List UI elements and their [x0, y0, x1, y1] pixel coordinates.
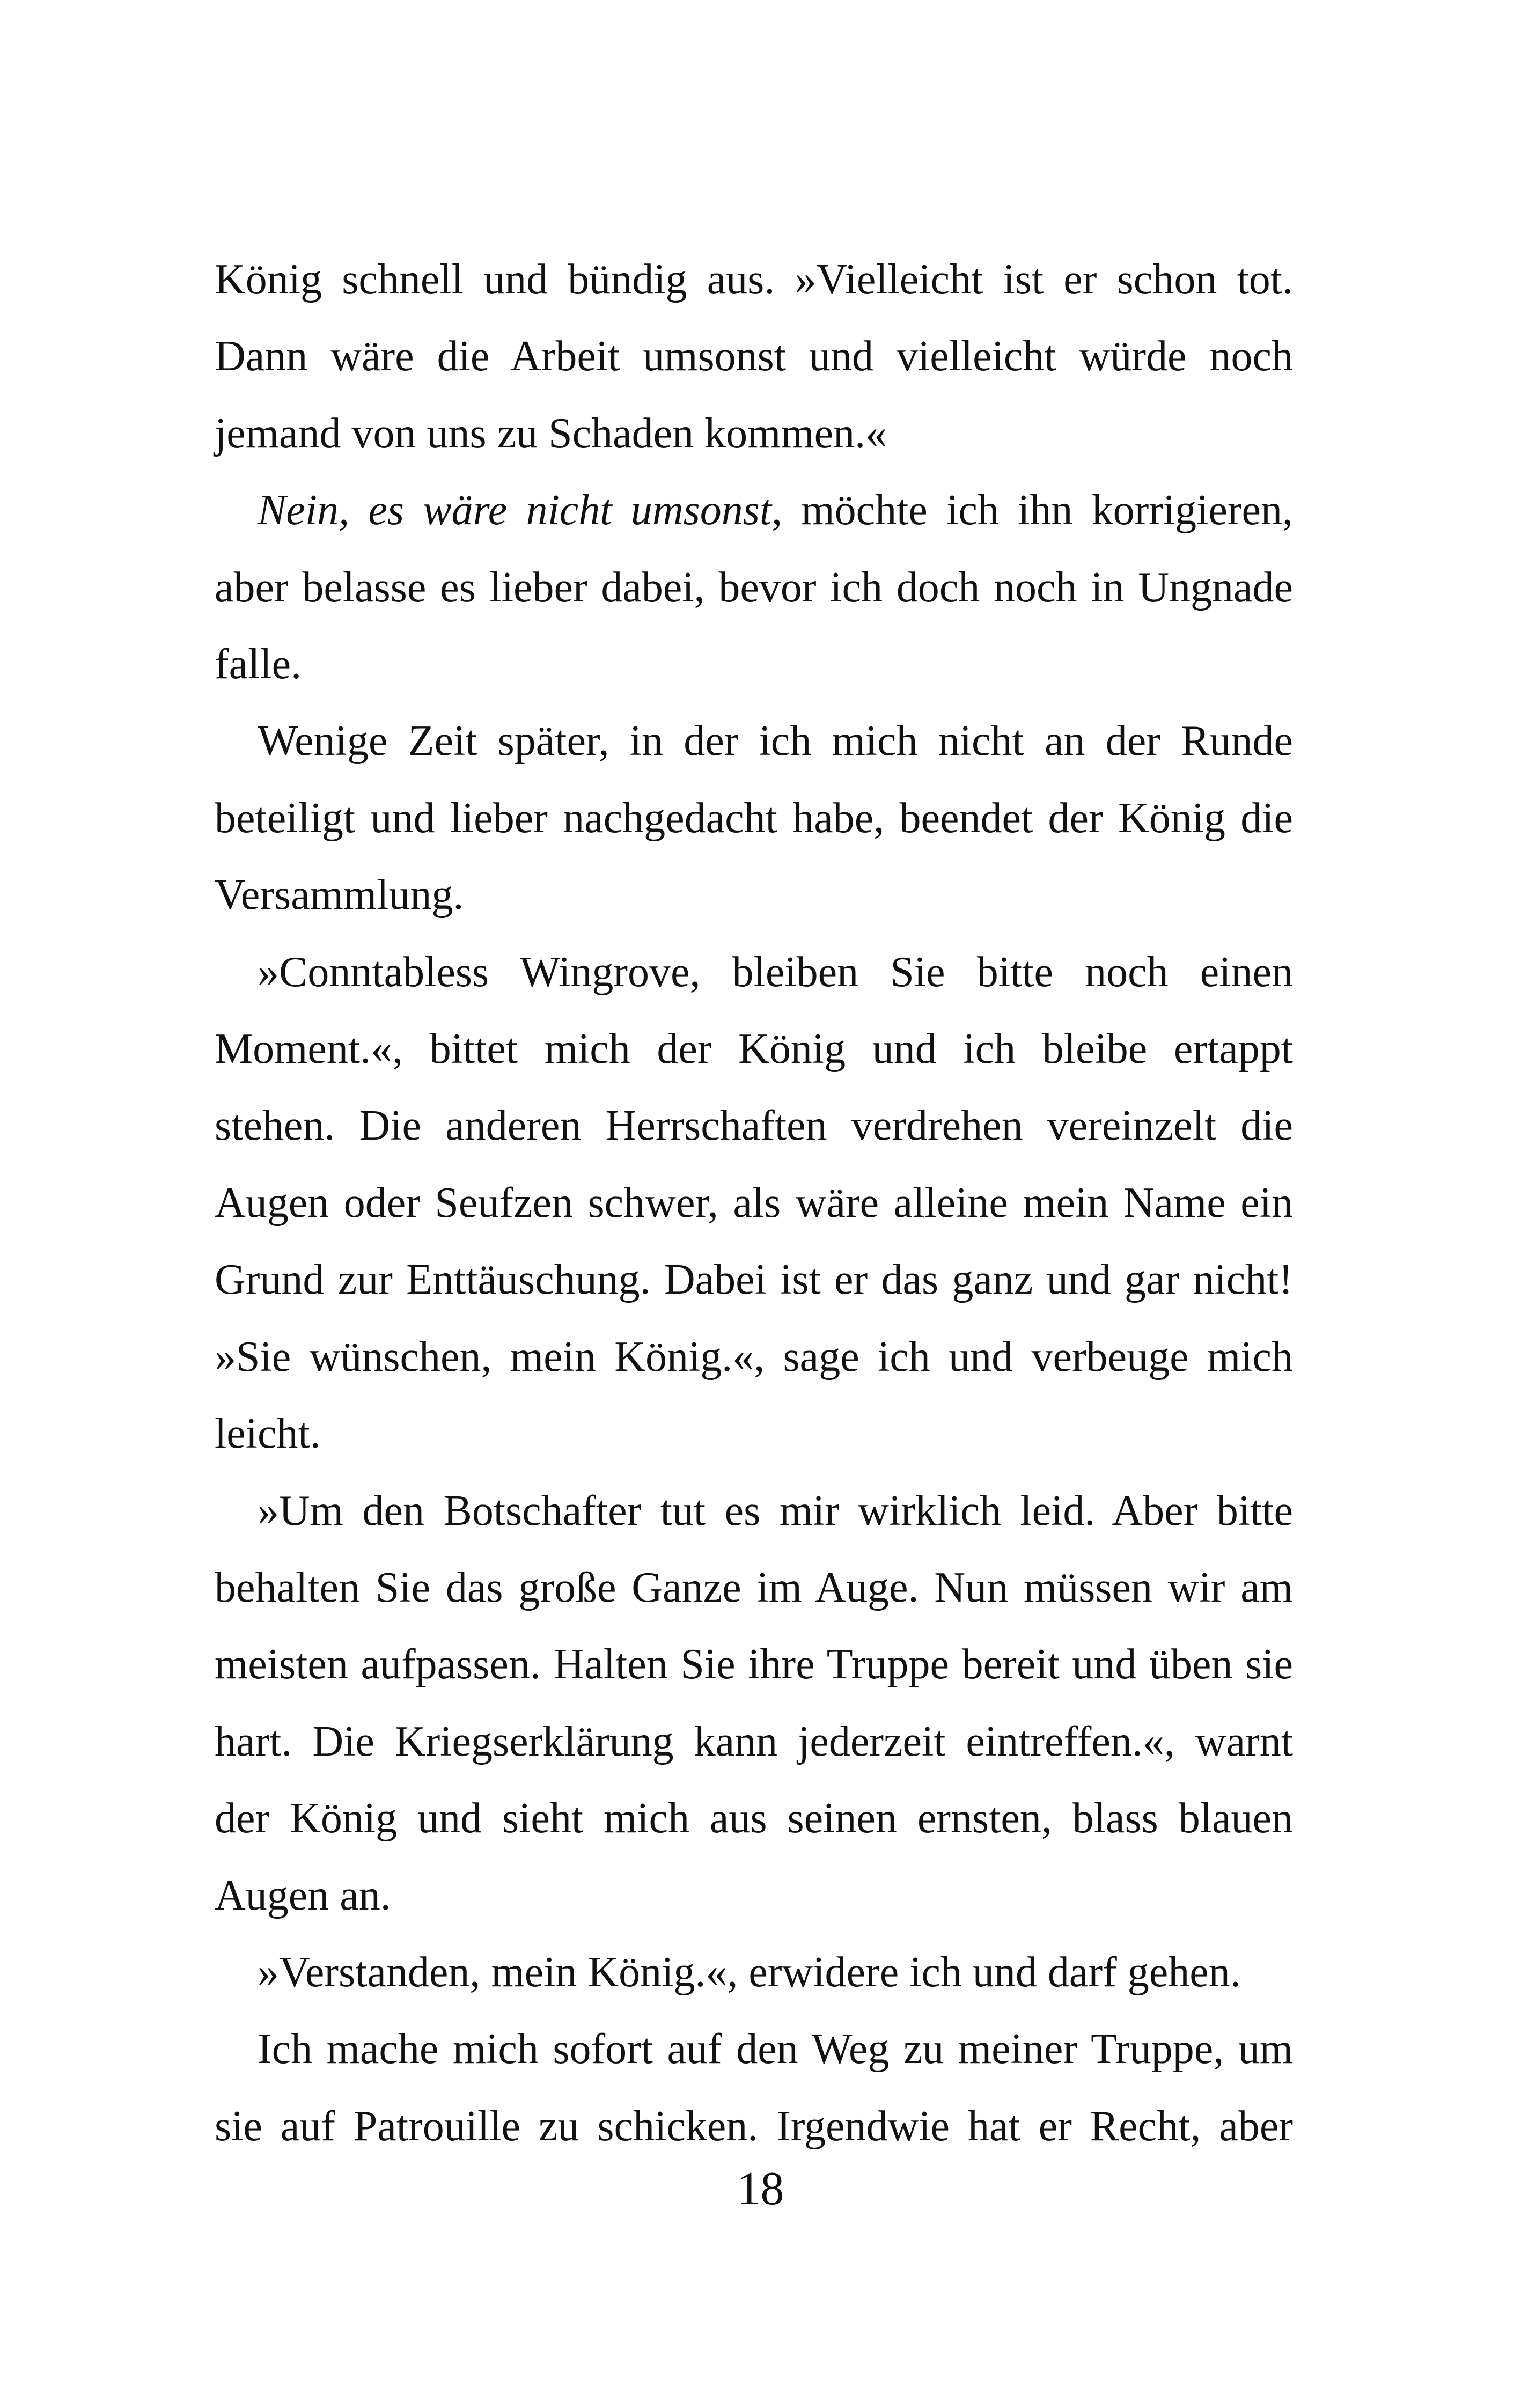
- paragraph-6-text: »Verstanden, mein König.«, erwidere ich und darf gehen.: [258, 1948, 1241, 1996]
- paragraph-1-text: König schnell und bündig aus. »Vielleicht ist er schon tot. Dann wäre die Arbeit umsonst und vielleicht würde noch jemand von uns zu Schaden kommen.«: [215, 256, 1293, 457]
- paragraph-4-text: »Conntabless Wingrove, bleiben Sie bitte noch einen Moment.«, bittet mich der König und ich bleibe ertappt stehen. Die anderen Herrschaften verdrehen vereinzelt die Augen oder Seufzen schwer, als wäre alleine mein Name ein Grund zur Enttäuschung. Dabei ist er das ganz und gar nicht! »Sie wünschen, mein König.«, sage ich und verbeuge mich leicht.: [215, 948, 1293, 1458]
- paragraph-7: [215, 2011, 1293, 2165]
- paragraph-1: [215, 241, 1293, 472]
- page-body: [215, 241, 1293, 2165]
- paragraph-3-text: Wenige Zeit später, in der ich mich nicht an der Runde beteiligt und lieber nachgedacht habe, beendet der König die Versammlung.: [215, 717, 1293, 919]
- paragraph-5-text: »Um den Botschafter tut es mir wirklich leid. Aber bitte behalten Sie das große Ganze im Auge. Nun müssen wir am meisten aufpassen. Halten Sie ihre Truppe bereit und üben sie hart. Die Kriegserklärung kann jederzeit eintreffen.«, warnt der König und sieht mich aus seinen ernsten, blass blauen Augen an.: [215, 1487, 1293, 1919]
- paragraph-5: [215, 1473, 1293, 1934]
- paragraph-7-text: Ich mache mich sofort auf den Weg zu meiner Truppe, um sie auf Patrouille zu schicken. Irgendwie hat er Recht, aber: [215, 2025, 1293, 2150]
- paragraph-4: [215, 934, 1293, 1473]
- page-number: 18: [737, 2163, 784, 2215]
- paragraph-2-italic: Nein, es wäre nicht umsonst: [258, 487, 772, 534]
- paragraph-2: [215, 472, 1293, 703]
- paragraph-3: [215, 703, 1293, 934]
- paragraph-6: [215, 1934, 1293, 2011]
- paragraph-2-text: , möchte ich ihn korrigieren, aber belasse es lieber dabei, bevor ich doch noch in Ungnade falle.: [215, 487, 1293, 688]
